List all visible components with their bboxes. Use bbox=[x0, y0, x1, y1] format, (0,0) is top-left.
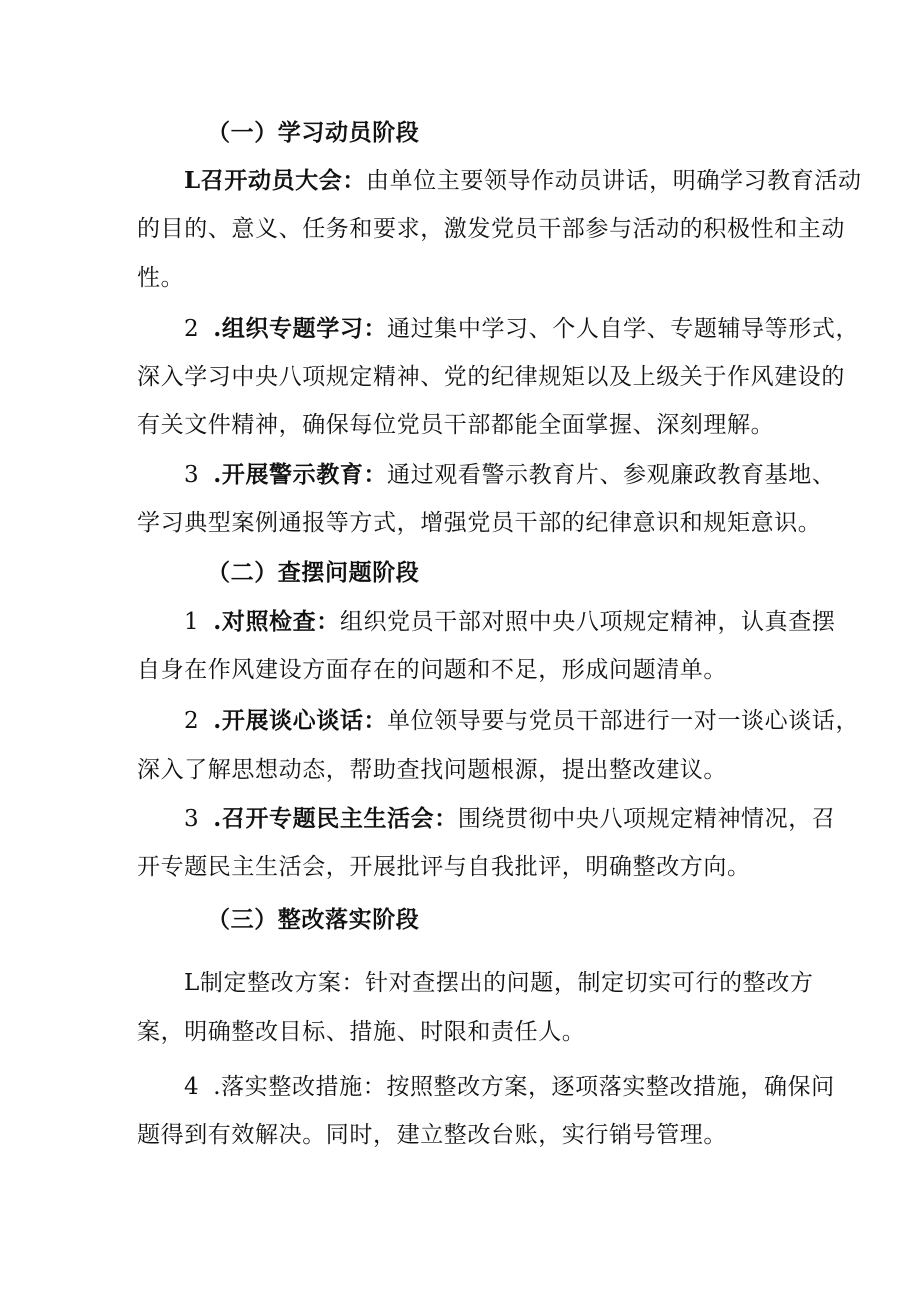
paragraph-line: 深入学习中央八项规定精神、党的纪律规矩以及上级关于作风建设的 bbox=[137, 364, 845, 390]
section-heading-1: （一）学习动员阶段 bbox=[207, 119, 420, 146]
paragraph-line: 开专题民主生活会，开展批评与自我批评，明确整改方向。 bbox=[137, 854, 751, 880]
paragraph-line: 学习典型案例通报等方式，增强党员干部的纪律意识和规矩意识。 bbox=[137, 510, 822, 536]
paragraph-line bbox=[184, 607, 835, 637]
item-text: 组织党员干部对照中央八项规定精神，认真查摆 bbox=[339, 609, 836, 635]
item-label: .组织专题学习： bbox=[213, 315, 388, 342]
paragraph-line bbox=[184, 1072, 835, 1102]
paragraph-line: 深入了解思想动态，帮助查找问题根源，提出整改建议。 bbox=[137, 757, 727, 783]
item-label: .对照检查： bbox=[213, 608, 340, 635]
item-number: 4 bbox=[184, 1074, 200, 1100]
paragraph-line: 性。 bbox=[137, 265, 185, 291]
item-text: 通过集中学习、个人自学、专题辅导等形式， bbox=[387, 316, 860, 342]
item-text: 单位领导要与党员干部进行一对一谈心谈话， bbox=[387, 708, 860, 734]
item-number: 2 bbox=[184, 316, 200, 342]
item-text: 由单位主要领导作动员讲话，明确学习教育活动 bbox=[365, 168, 862, 194]
item-text: .落实整改措施：按照整改方案，逐项落实整改措施，确保问 bbox=[213, 1074, 835, 1100]
item-number: 1 bbox=[184, 609, 200, 635]
paragraph-line: L制定整改方案：针对查摆出的问题，制定切实可行的整改方 bbox=[184, 970, 814, 996]
paragraph-line bbox=[184, 166, 862, 196]
paragraph-line: 题得到有效解决。同时，建立整改台账，实行销号管理。 bbox=[137, 1122, 727, 1148]
section-heading-3: （三）整改落实阶段 bbox=[207, 906, 420, 933]
paragraph-line bbox=[184, 804, 835, 834]
paragraph-line bbox=[184, 460, 835, 490]
item-text: 围绕贯彻中央八项规定精神情况，召 bbox=[457, 806, 836, 832]
item-number: 3 bbox=[184, 806, 200, 832]
item-number: 2 bbox=[184, 708, 200, 734]
item-label: .召开专题民主生活会： bbox=[213, 805, 458, 832]
section-heading-2: （二）查摆问题阶段 bbox=[207, 559, 420, 586]
paragraph-line: 的目的、意义、任务和要求，激发党员干部参与活动的积极性和主动 bbox=[137, 216, 845, 242]
item-text: 通过观看警示教育片、参观廉政教育基地、 bbox=[387, 462, 836, 488]
paragraph-line: 案，明确整改目标、措施、时限和责任人。 bbox=[137, 1019, 586, 1045]
item-label: L召开动员大会： bbox=[184, 167, 366, 194]
paragraph-line: 有关文件精神，确保每位党员干部都能全面掌握、深刻理解。 bbox=[137, 412, 775, 438]
item-number: 3 bbox=[184, 462, 200, 488]
item-label: .开展警示教育： bbox=[213, 461, 388, 488]
paragraph-line bbox=[184, 706, 859, 736]
paragraph-line: 自身在作风建设方面存在的问题和不足，形成问题清单。 bbox=[137, 657, 727, 683]
paragraph-line bbox=[184, 314, 859, 344]
item-label: .开展谈心谈话： bbox=[213, 707, 388, 734]
